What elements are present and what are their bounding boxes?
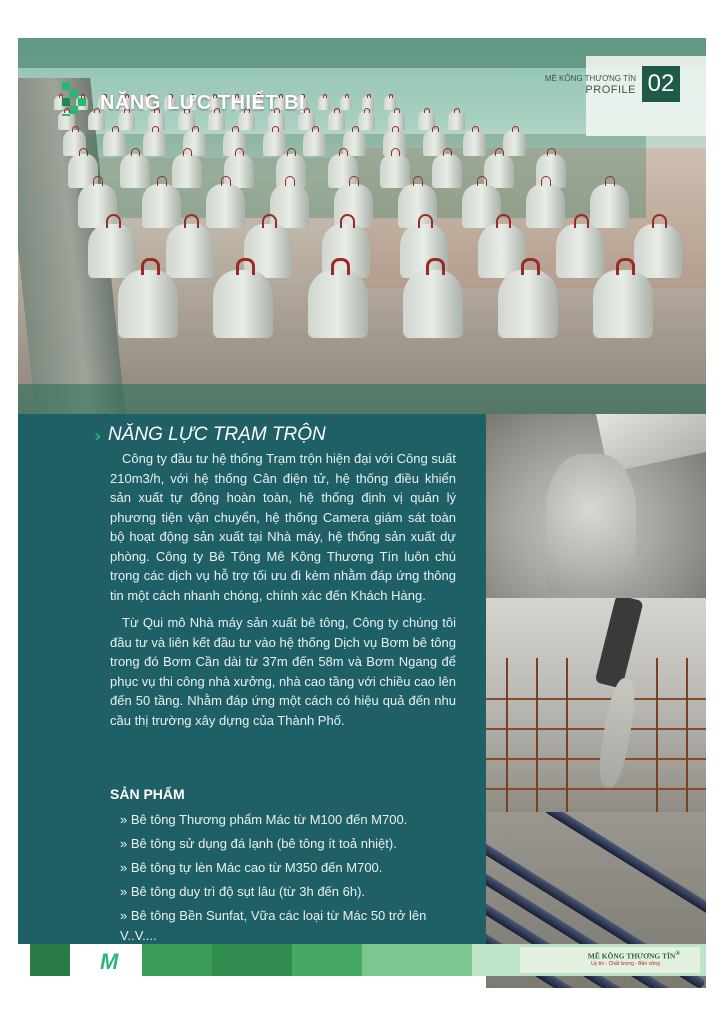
tetrapod-hook bbox=[521, 258, 540, 275]
tetrapod-hook bbox=[389, 94, 394, 98]
tetrapod-hook bbox=[334, 108, 340, 113]
profile-label: PROFILE bbox=[585, 84, 636, 96]
tetrapod-hook bbox=[285, 176, 296, 186]
rebar bbox=[566, 658, 568, 812]
rebar bbox=[506, 658, 508, 812]
tetrapod-body bbox=[403, 270, 463, 338]
tetrapod-hook bbox=[93, 176, 104, 186]
tetrapod-hook bbox=[183, 148, 192, 156]
tetrapod-hook bbox=[512, 126, 519, 132]
page-number: 02 bbox=[642, 66, 680, 102]
tetrapod-hook bbox=[287, 148, 296, 156]
section-heading: NĂNG LỰC TRẠM TRỘN bbox=[108, 424, 326, 445]
company-logo bbox=[70, 944, 142, 976]
tetrapod-hook bbox=[232, 126, 239, 132]
registered-mark: ® bbox=[675, 950, 680, 957]
tetrapod-hook bbox=[152, 126, 159, 132]
chevron-right-icon: › bbox=[94, 426, 102, 447]
tetrapod-hook bbox=[413, 176, 424, 186]
tetrapod-hook bbox=[112, 126, 119, 132]
brand-name bbox=[588, 950, 680, 961]
footer-brand bbox=[520, 947, 700, 973]
footer-segment bbox=[142, 944, 212, 976]
page-section-title: NĂNG LỰC THIẾT BỊ bbox=[100, 92, 306, 114]
tetrapod-hook bbox=[454, 108, 460, 113]
tetrapod bbox=[213, 258, 273, 338]
tetrapod-hook bbox=[477, 176, 488, 186]
concrete-pour-photo bbox=[486, 414, 706, 598]
tetrapod-body bbox=[118, 270, 178, 338]
tetrapod-body bbox=[593, 270, 653, 338]
tetrapod-hook bbox=[605, 176, 616, 186]
rebar bbox=[486, 788, 706, 790]
tetrapod bbox=[303, 126, 326, 156]
tetrapod-hook bbox=[184, 214, 199, 228]
tetrapod-hook bbox=[349, 176, 360, 186]
footer-segment bbox=[362, 944, 472, 976]
tetrapod-hook bbox=[221, 176, 232, 186]
concrete-mound bbox=[546, 454, 636, 594]
tetrapod-hook bbox=[235, 148, 244, 156]
concrete-stream bbox=[595, 677, 640, 790]
tetrapod bbox=[498, 258, 558, 338]
rebar bbox=[686, 658, 688, 812]
tetrapod-hook bbox=[192, 126, 199, 132]
list-item: » Bê tông tự lèn Mác cao từ M350 đến M700. bbox=[120, 860, 383, 875]
tetrapod-hook bbox=[616, 258, 635, 275]
tetrapod-hook bbox=[141, 258, 160, 275]
tetrapod bbox=[463, 126, 486, 156]
tetrapod-hook bbox=[424, 108, 430, 113]
profile-badge bbox=[540, 66, 680, 104]
tetrapod-body bbox=[303, 130, 326, 156]
products-list bbox=[110, 810, 456, 950]
list-item: » Bê tông Bền Sunfat, Vữa các loại từ Mác 50 trở lên V..V.... bbox=[120, 908, 427, 943]
logo-letter: M bbox=[100, 949, 119, 974]
tetrapod-hook bbox=[496, 214, 511, 228]
tetrapod-hook bbox=[345, 94, 350, 98]
tetrapod-body bbox=[498, 270, 558, 338]
tetrapod-hook bbox=[574, 214, 589, 228]
tetrapod-hook bbox=[312, 126, 319, 132]
paragraph: Công ty đầu tư hệ thống Trạm trộn hiện đại với Công suất 210m3/h, với hệ thống Cân điện tử, hệ thống điều khiển sản xuất tự động hoàn toàn, hệ thống định vị quản lý phương tiện vận chuyển, hệ thống Camera giám sát toàn bộ hoạt động sản xuất tại Nhà máy, hệ thống sản xuất dự phòng. Công ty Bê Tông Mê Kông Thương Tín luôn chú trọng các dịch vụ hỗ trợ tối ưu đi kèm nhằm đáp ứng thông tin một cách nhanh chóng, chính xác đến Khách Hàng. bbox=[110, 451, 456, 603]
footer-segment bbox=[212, 944, 292, 976]
tetrapod-hook bbox=[652, 214, 667, 228]
tetrapod-hook bbox=[106, 214, 121, 228]
tetrapod-hook bbox=[131, 148, 140, 156]
tetrapod-hook bbox=[432, 126, 439, 132]
pixel-chevron-icon bbox=[62, 82, 92, 116]
tetrapod bbox=[308, 258, 368, 338]
pump-hose-photo bbox=[486, 598, 706, 812]
tetrapod-hook bbox=[394, 108, 400, 113]
profile-brand: MÊ KÔNG THƯƠNG TÍN bbox=[544, 74, 636, 83]
rebar bbox=[486, 758, 706, 760]
tetrapod-hook bbox=[157, 176, 168, 186]
body-text bbox=[110, 449, 456, 738]
tetrapod-hook bbox=[340, 214, 355, 228]
tetrapod-hook bbox=[331, 258, 350, 275]
footer-segment bbox=[292, 944, 362, 976]
tetrapod-hook bbox=[272, 126, 279, 132]
tetrapod-hook bbox=[443, 148, 452, 156]
footer-segment bbox=[30, 944, 70, 976]
products-heading: SẢN PHẨM bbox=[110, 786, 185, 802]
tetrapod-hook bbox=[426, 258, 445, 275]
tetrapod-hook bbox=[472, 126, 479, 132]
tetrapod-hook bbox=[547, 148, 556, 156]
tetrapod-hook bbox=[541, 176, 552, 186]
pump-hose bbox=[595, 598, 644, 689]
list-item: » Bê tông Thương phẩm Mác từ M100 đến M700. bbox=[120, 812, 408, 827]
paragraph: Từ Qui mô Nhà máy sản xuất bê tông, Công ty chúng tôi đầu tư và liên kết đầu tư vào hệ thống Dịch vụ Bơm bê tông trong đó Bơm Cần dài từ 37m đến 58m và Bơm Ngang để phục vụ thi công nhà xưởng, nhà cao tầng với chiều cao lên đến 50 tầng. Nhằm đáp ứng một cách có hiệu quả đến nhu cầu thị trường xây dựng của Thành Phố. bbox=[110, 615, 456, 728]
tetrapod-hook bbox=[72, 126, 79, 132]
rebar bbox=[486, 728, 706, 730]
tetrapod-body bbox=[213, 270, 273, 338]
tetrapod-hook bbox=[495, 148, 504, 156]
tetrapod-hook bbox=[79, 148, 88, 156]
tetrapod bbox=[403, 258, 463, 338]
tetrapod bbox=[118, 258, 178, 338]
tetrapod-hook bbox=[339, 148, 348, 156]
rebar bbox=[486, 698, 706, 700]
rebar bbox=[656, 658, 658, 812]
overlay-band-bottom bbox=[18, 384, 706, 414]
tetrapod-body bbox=[463, 130, 486, 156]
brand-tagline: Uy tín - Chất lượng - Bền vững bbox=[591, 961, 660, 967]
tetrapod-hook bbox=[323, 94, 328, 98]
tetrapod-hook bbox=[304, 108, 310, 113]
tetrapod-hook bbox=[391, 148, 400, 156]
tetrapod-hook bbox=[352, 126, 359, 132]
tetrapod-hook bbox=[262, 214, 277, 228]
tetrapod-hook bbox=[392, 126, 399, 132]
tetrapod-hook bbox=[236, 258, 255, 275]
brand-name-text: MÊ KÔNG THƯƠNG TÍN bbox=[587, 951, 676, 961]
tetrapod-body bbox=[308, 270, 368, 338]
rebar bbox=[536, 658, 538, 812]
list-item: » Bê tông sử dụng đá lạnh (bê tông ít toả nhiệt). bbox=[120, 836, 397, 851]
tetrapod-hook bbox=[418, 214, 433, 228]
tetrapod-hook bbox=[364, 108, 370, 113]
tetrapod-hook bbox=[367, 94, 372, 98]
list-item: » Bê tông duy trì độ sụt lâu (từ 3h đến 6h). bbox=[120, 884, 366, 899]
tetrapod bbox=[593, 258, 653, 338]
